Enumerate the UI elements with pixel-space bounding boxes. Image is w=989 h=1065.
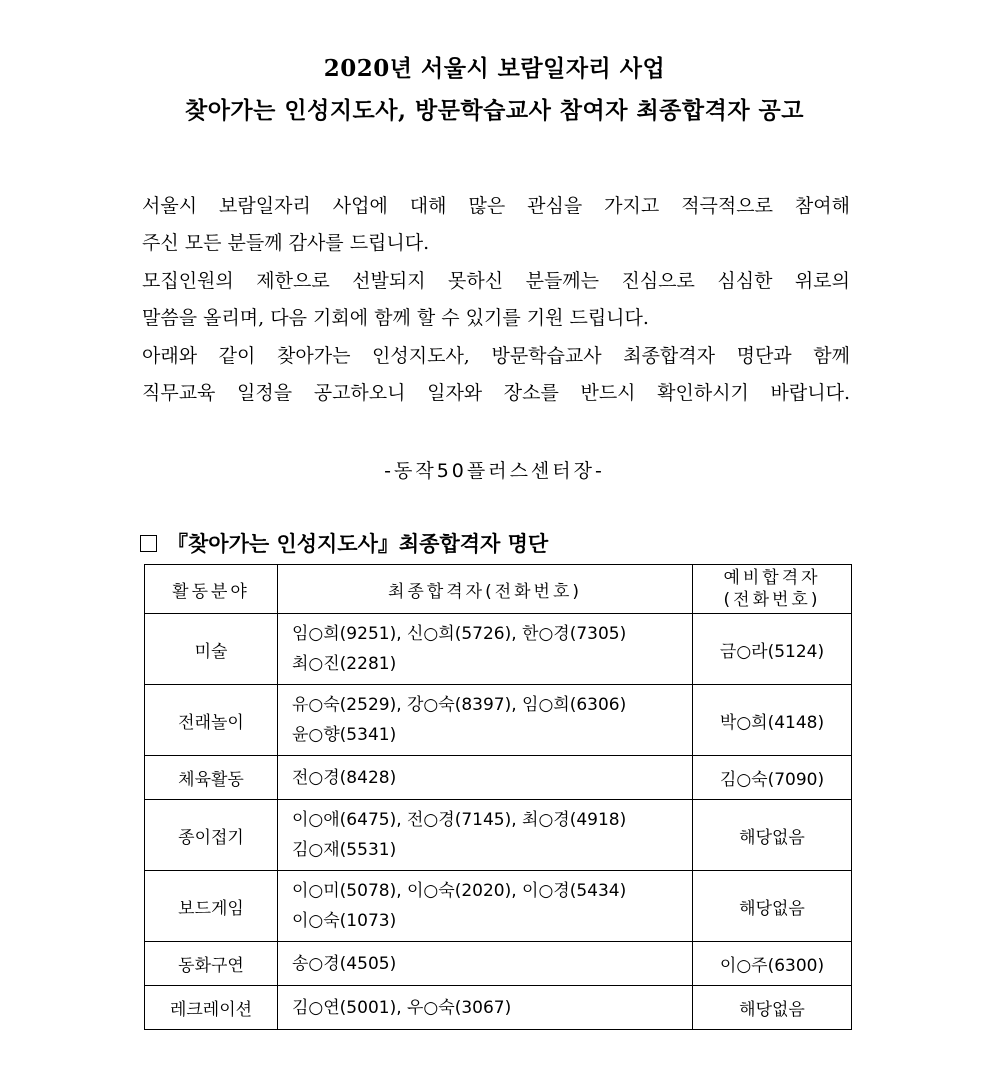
cell-field: 레크레이션	[145, 986, 278, 1030]
table-row	[145, 871, 852, 942]
cell-field: 체육활동	[145, 756, 278, 800]
finalists-line: 전○경(8428)	[292, 767, 397, 788]
cell-reserve: 박○희(4148)	[693, 685, 852, 756]
cell-field: 전래놀이	[145, 685, 278, 756]
finalists-line: 임○희(9251), 신○희(5726), 한○경(7305)	[292, 624, 627, 644]
paragraph-line: 직무교육 일정을 공고하오니 일자와 장소를 반드시 확인하시기 바랍니다.	[142, 382, 850, 404]
table-header-row	[145, 565, 852, 614]
header-reserve	[693, 565, 852, 614]
cell-finalists	[278, 756, 693, 800]
table-row	[145, 756, 852, 800]
checkbox-square-icon	[140, 535, 157, 552]
cell-finalists	[278, 942, 693, 986]
header-reserve-line1: 예비합격자	[723, 568, 821, 588]
header-finalists: 최종합격자(전화번호)	[278, 565, 693, 614]
cell-reserve: 금○라(5124)	[693, 614, 852, 685]
cell-finalists	[278, 614, 693, 685]
cell-reserve: 이○주(6300)	[693, 942, 852, 986]
table-row	[145, 614, 852, 685]
finalists-line: 김○재(5531)	[292, 840, 397, 860]
header-field: 활동분야	[145, 565, 278, 614]
cell-field: 미술	[145, 614, 278, 685]
finalists-line: 최○진(2281)	[292, 654, 397, 674]
signature: -동작50플러스센터장-	[384, 460, 605, 482]
finalists-line: 유○숙(2529), 강○숙(8397), 임○희(6306)	[292, 695, 627, 715]
cell-finalists	[278, 800, 693, 871]
cell-field: 동화구연	[145, 942, 278, 986]
header-reserve-line2: (전화번호)	[723, 590, 821, 610]
finalists-table	[144, 564, 852, 1030]
cell-finalists	[278, 685, 693, 756]
paragraph-line: 아래와 같이 찾아가는 인성지도사, 방문학습교사 최종합격자 명단과 함께	[142, 345, 850, 367]
finalists-line: 김○연(5001), 우○숙(3067)	[292, 997, 512, 1018]
table-row	[145, 685, 852, 756]
cell-reserve: 해당없음	[693, 871, 852, 942]
paragraph-line: 주신 모든 분들께 감사를 드립니다.	[142, 232, 430, 254]
document-title-line2: 찾아가는 인성지도사, 방문학습교사 참여자 최종합격자 공고	[185, 97, 804, 124]
cell-field: 종이접기	[145, 800, 278, 871]
paragraph-line: 모집인원의 제한으로 선발되지 못하신 분들께는 진심으로 심심한 위로의	[142, 270, 850, 292]
table-row	[145, 800, 852, 871]
cell-finalists	[278, 871, 693, 942]
section-heading-text: 『찾아가는 인성지도사』최종합격자 명단	[167, 531, 549, 556]
paragraph-line: 말씀을 올리며, 다음 기회에 함께 할 수 있기를 기원 드립니다.	[142, 307, 649, 329]
paragraph-line: 서울시 보람일자리 사업에 대해 많은 관심을 가지고 적극적으로 참여해	[142, 195, 850, 217]
paragraph-thanks	[142, 188, 850, 262]
finalists-line: 이○미(5078), 이○숙(2020), 이○경(5434)	[292, 881, 627, 901]
cell-field: 보드게임	[145, 871, 278, 942]
finalists-line: 송○경(4505)	[292, 953, 397, 974]
finalists-line: 이○숙(1073)	[292, 911, 397, 931]
section-heading	[140, 528, 548, 558]
finalists-line: 이○애(6475), 전○경(7145), 최○경(4918)	[292, 810, 627, 830]
document-title-line1: 2020년 서울시 보람일자리 사업	[323, 55, 666, 82]
table-row	[145, 942, 852, 986]
table-row	[145, 986, 852, 1030]
finalists-line: 윤○향(5341)	[292, 725, 397, 745]
cell-reserve: 해당없음	[693, 800, 852, 871]
cell-reserve: 김○숙(7090)	[693, 756, 852, 800]
cell-finalists	[278, 986, 693, 1030]
paragraph-notice	[142, 338, 850, 412]
cell-reserve: 해당없음	[693, 986, 852, 1030]
paragraph-regret	[142, 263, 850, 337]
